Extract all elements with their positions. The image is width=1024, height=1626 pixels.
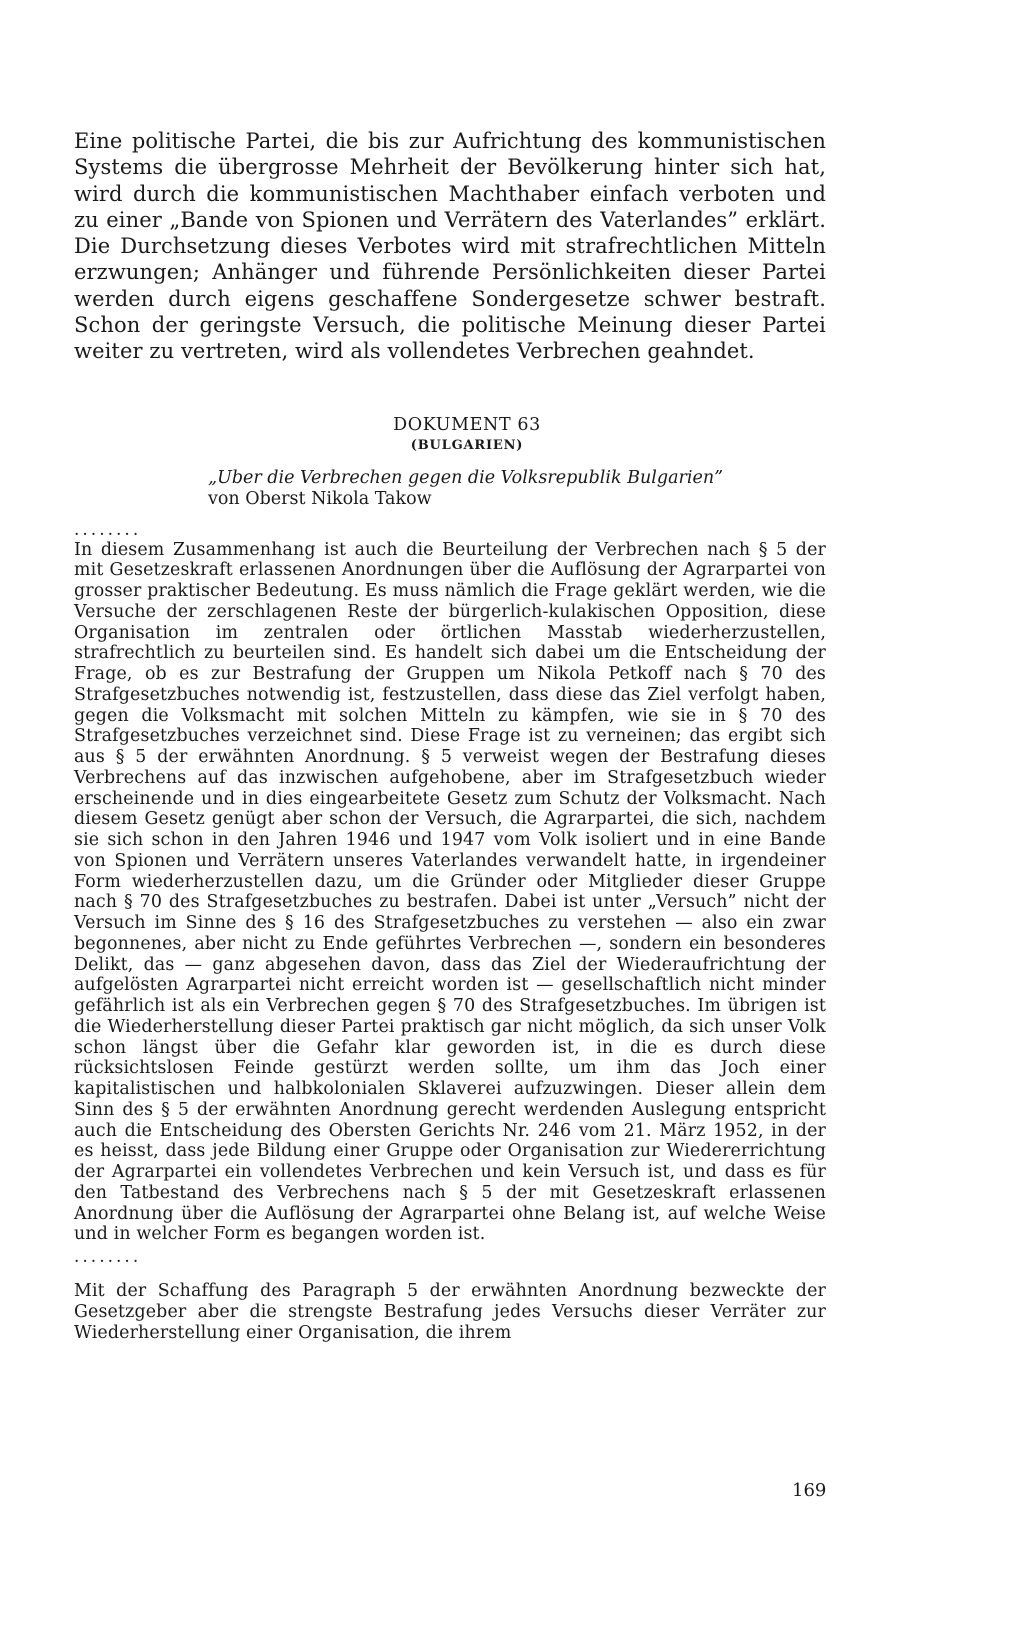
body-paragraph-2: Mit der Schaffung des Paragraph 5 der erwähnten Anordnung bezweckte der Gesetzgeber aber die strengste Bestrafung jedes Versuchs dieser Verräter zur Wiederherstellung einer Organisation, die ihrem bbox=[74, 1281, 826, 1343]
page-content bbox=[74, 128, 826, 1343]
source-author: von Oberst Nikola Takow bbox=[208, 488, 432, 509]
document-subtitle: (BULGARIEN) bbox=[410, 437, 524, 453]
body-paragraph-1: In diesem Zusammenhang ist auch die Beurteilung der Verbrechen nach § 5 der mit Gesetzeskraft erlassenen Anordnungen über die Auflösung der Agrarpartei von grosser praktischer Bedeutung. Es muss nämlich die Frage geklärt werden, wie die Versuche der zerschlagenen Reste der bürgerlich-kulakischen Opposition, diese Organisation im zentralen oder örtlichen Masstab wiederherzustellen, strafrechtlich zu beurteilen sind. Es handelt sich dabei um die Entscheidung der Frage, ob es zur Bestrafung der Gruppen um Nikola Petkoff nach § 70 des Strafgesetzbuches notwendig ist, festzustellen, dass diese das Ziel verfolgt haben, gegen die Volksmacht mit solchen Mitteln zu kämpfen, wie sie in § 70 des Strafgesetzbuches verzeichnet sind. Diese Frage ist zu verneinen; das ergibt sich aus § 5 der erwähnten Anordnung. § 5 verweist wegen der Bestrafung dieses Verbrechens auf das inzwischen aufgehobene, aber im Strafgesetzbuch wieder erscheinende und in dies eingearbeitete Gesetz zum Schutz der Volksmacht. Nach diesem Gesetz genügt aber schon der Versuch, die Agrarpartei, die sich, nachdem sie sich schon in den Jahren 1946 und 1947 vom Volk isoliert und in eine Bande von Spionen und Verrätern unseres Vaterlandes verwandelt hatte, in irgendeiner Form wiederherzustellen dazu, um die Gründer oder Mitglieder dieser Gruppe nach § 70 des Strafgesetzbuches zu bestrafen. Dabei ist unter „Versuch” nicht der Versuch im Sinne des § 16 des Strafgesetzbuches zu verstehen — also ein zwar begonnenes, aber nicht zu Ende geführtes Verbrechen —, sondern ein besonderes Delikt, das — ganz abgesehen davon, dass das Ziel der Wiederaufrichtung der aufgelösten Agrarpartei nicht erreicht worden ist — gesellschaftlich nicht minder gefährlich ist als ein Verbrechen gegen § 70 des Strafgesetzbuches. Im übrigen ist die Wiederherstellung dieser Partei praktisch gar nicht möglich, da sich unser Volk schon längst über die Gefahr klar geworden ist, in die es durch diese rücksichtslosen Feinde gestürzt werden sollte, um ihm das Joch einer kapitalistischen und halbkolonialen Sklaverei aufzuzwingen. Dieser allein dem Sinn des § 5 der erwähnten Anordnung gerecht werdenden Auslegung entspricht auch die Entscheidung des Obersten Gerichts Nr. 246 vom 21. März 1952, in der es heisst, dass jede Bildung einer Gruppe oder Organisation zur Wiedererrichtung der Agrarpartei ein vollendetes Verbrechen und kein Versuch ist, und dass es für den Tatbestand des Verbrechens nach § 5 der mit Gesetzeskraft erlassenen Anordnung über die Auflösung der Agrarpartei ohne Belang ist, auf welche Weise und in welcher Form es begangen worden ist. bbox=[74, 539, 826, 1245]
intro-paragraph: Eine politische Partei, die bis zur Aufrichtung des kommunistischen Systems die übergrosse Mehrheit der Bevölkerung hinter sich hat, wird durch die kommunistischen Machthaber einfach verboten und zu einer „Bande von Spionen und Verrätern des Vaterlandes” erklärt. Die Durchsetzung dieses Verbotes wird mit strafrechtlichen Mitteln erzwungen; Anhänger und führende Persönlichkeiten dieser Partei werden durch eigens geschaffene Sondergesetze schwer bestraft. Schon der geringste Versuch, die politische Meinung dieser Partei weiter zu vertreten, wird als vollendetes Verbrechen geahndet. bbox=[74, 129, 826, 364]
ellipsis-marker-bottom: ........ bbox=[74, 1247, 142, 1268]
document-title: DOKUMENT 63 bbox=[393, 414, 541, 435]
source-title: „Uber die Verbrechen gegen die Volksrepublik Bulgarien” bbox=[208, 467, 724, 488]
document-source bbox=[74, 468, 826, 510]
ellipsis-marker-top: ........ bbox=[74, 519, 142, 540]
page-number: 169 bbox=[792, 1480, 827, 1501]
